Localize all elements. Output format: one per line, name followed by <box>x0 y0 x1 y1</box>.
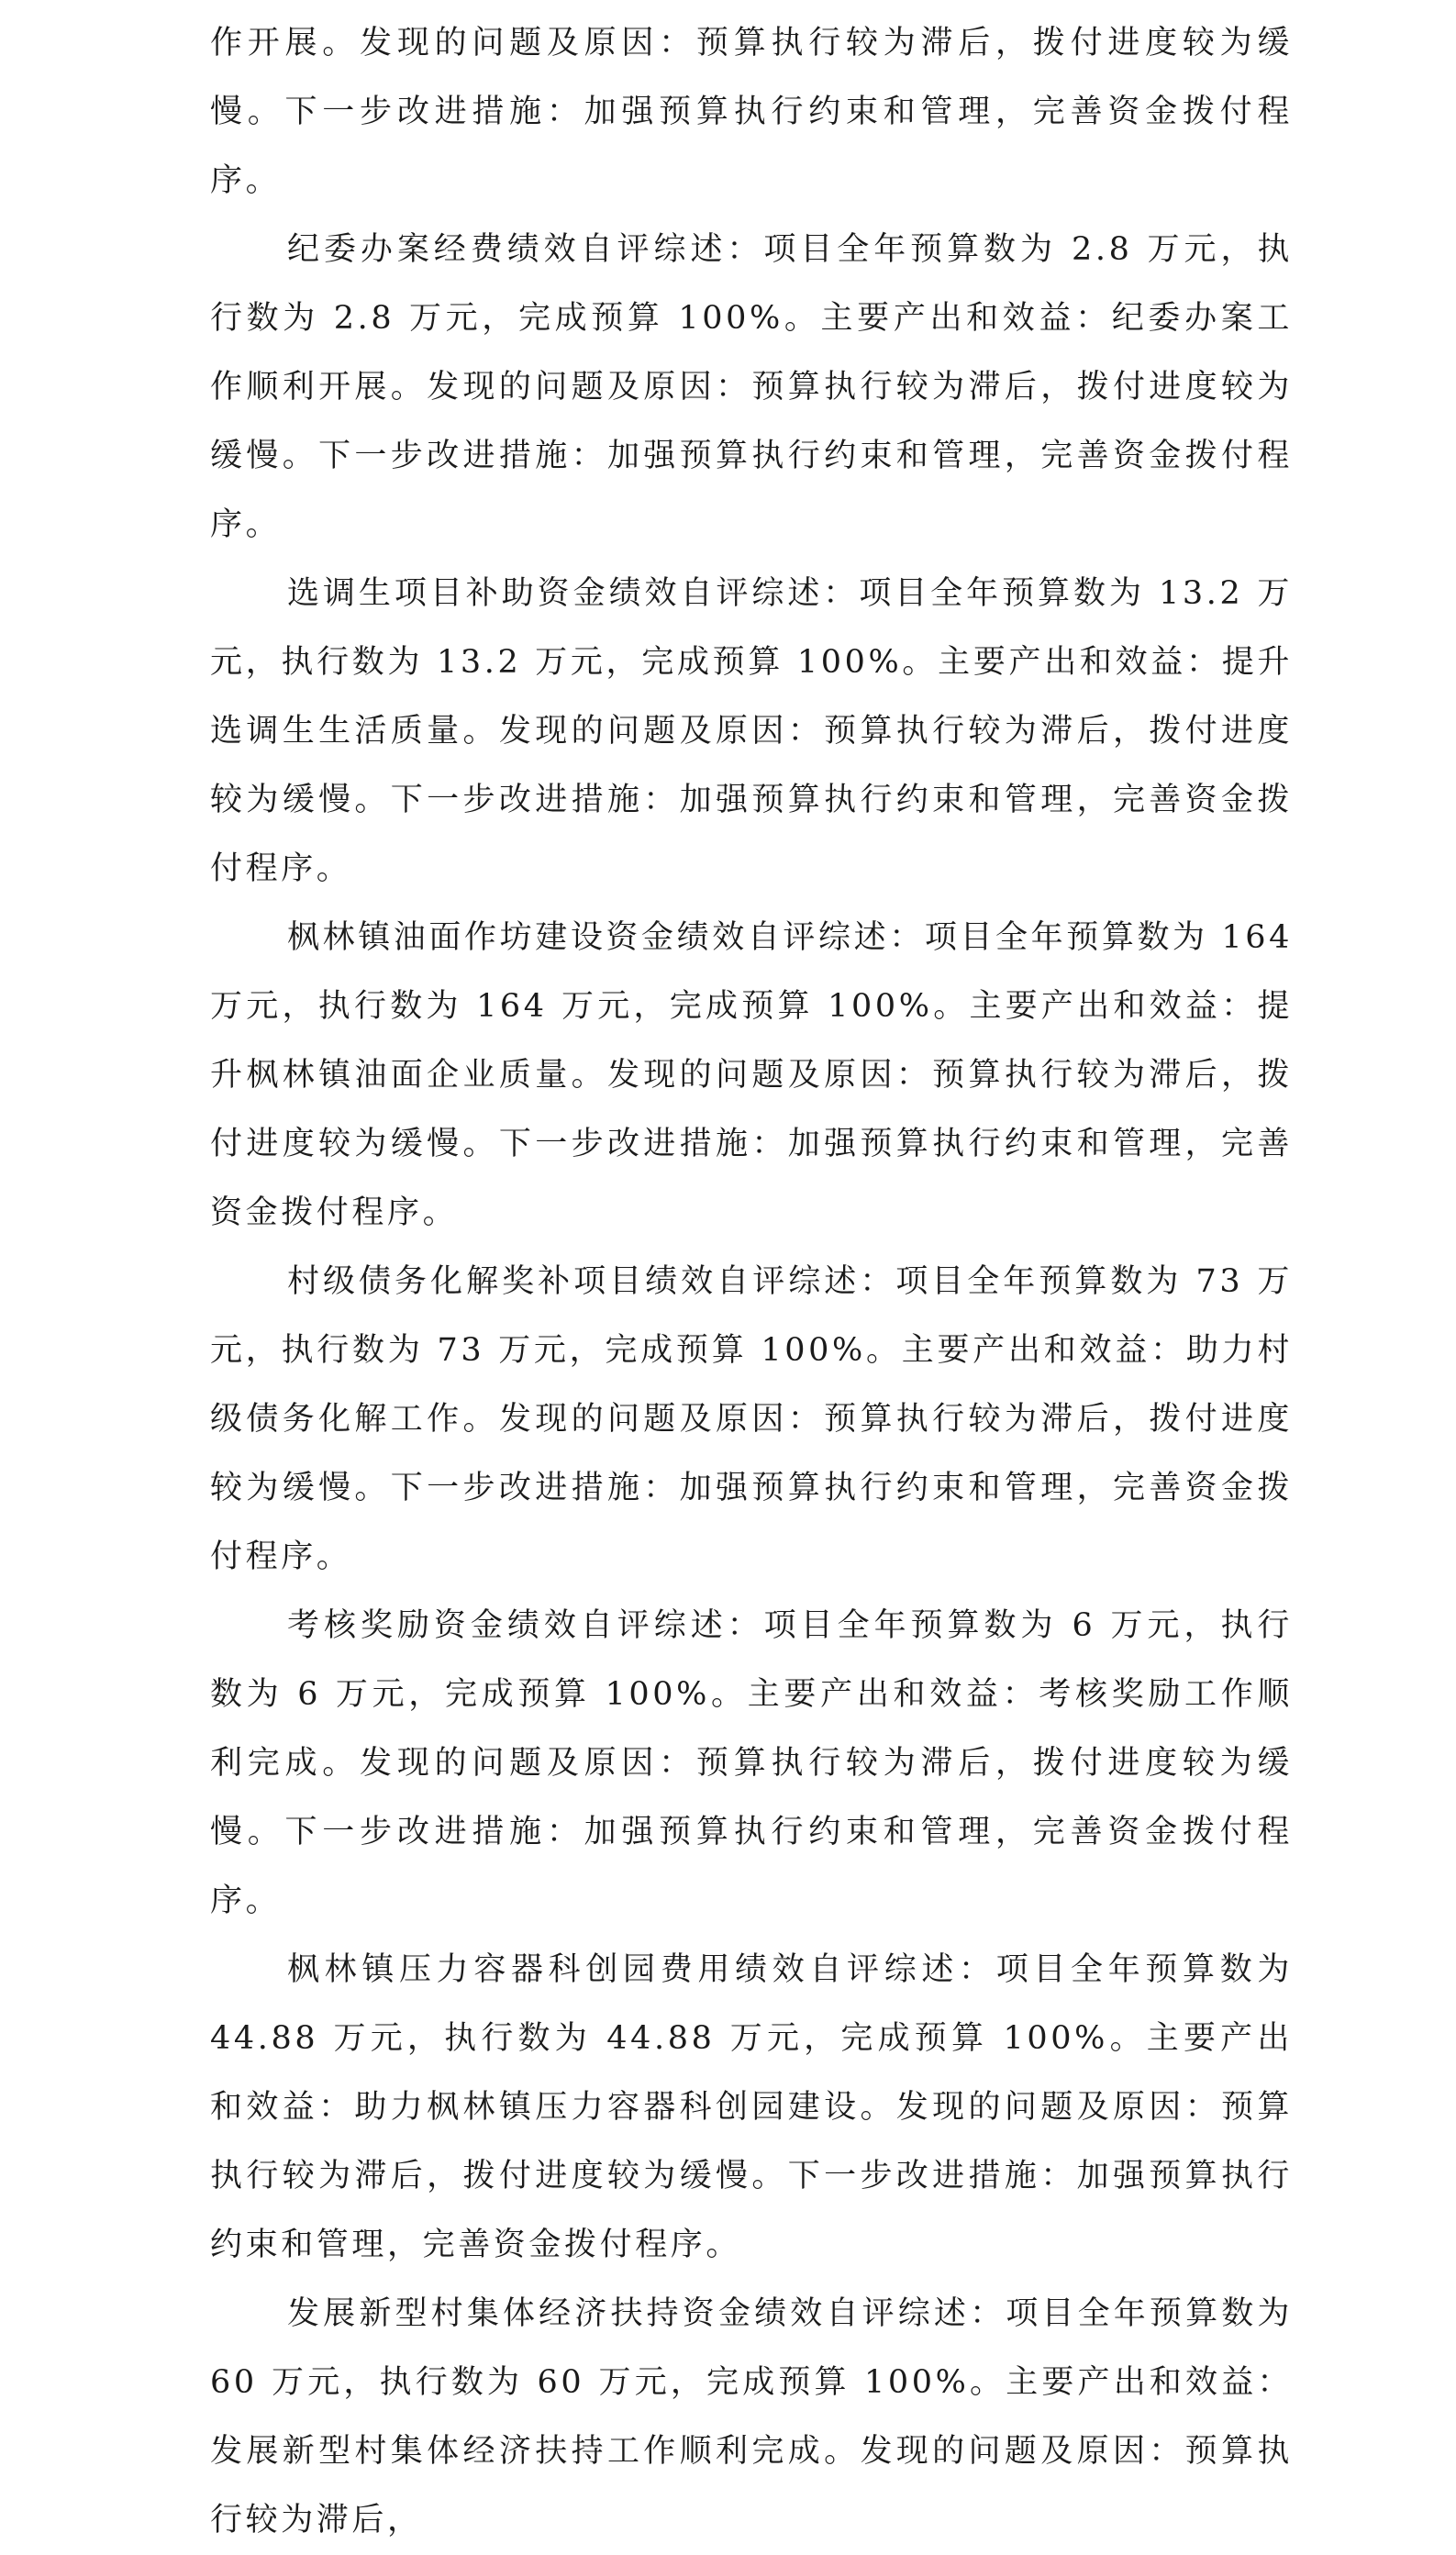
paragraph-noodle-workshop-funds: 枫林镇油面作坊建设资金绩效自评综述：项目全年预算数为 164 万元，执行数为 164 万元，完成预算 100%。主要产出和效益：提升枫林镇油面企业质量。发现的问题及原因：预算执行较为滞后，拨付进度较为缓慢。下一步改进措施：加强预算执行约束和管理，完善资金拨付程序。 <box>210 919 1293 1231</box>
paragraph-continued: 作开展。发现的问题及原因：预算执行较为滞后，拨付进度较为缓慢。下一步改进措施：加强预算执行约束和管理，完善资金拨付程序。 <box>210 25 1293 199</box>
paragraph-selected-graduates-subsidy: 选调生项目补助资金绩效自评综述：项目全年预算数为 13.2 万元，执行数为 13.2 万元，完成预算 100%。主要产出和效益：提升选调生生活质量。发现的问题及原因：预算执行较为滞后，拨付进度较为缓慢。下一步改进措施：加强预算执行约束和管理，完善资金拨付程序。 <box>210 575 1293 887</box>
paragraph-village-debt-resolution: 村级债务化解奖补项目绩效自评综述：项目全年预算数为 73 万元，执行数为 73 万元，完成预算 100%。主要产出和效益：助力村级债务化解工作。发现的问题及原因：预算执行较为滞后，拨付进度较为缓慢。下一步改进措施：加强预算执行约束和管理，完善资金拨付程序。 <box>210 1263 1293 1575</box>
paragraph-pressure-vessel-park: 枫林镇压力容器科创园费用绩效自评综述：项目全年预算数为 44.88 万元，执行数为 44.88 万元，完成预算 100%。主要产出和效益：助力枫林镇压力容器科创园建设。发现的问题及原因：预算执行较为滞后，拨付进度较为缓慢。下一步改进措施：加强预算执行约束和管理，完善资金拨付程序。 <box>210 1951 1293 2263</box>
document-page <box>210 9 1293 2538</box>
paragraph-village-collective-economy: 发展新型村集体经济扶持资金绩效自评综述：项目全年预算数为 60 万元，执行数为 60 万元，完成预算 100%。主要产出和效益：发展新型村集体经济扶持工作顺利完成。发现的问题及原因：预算执行较为滞后， <box>210 2295 1293 2538</box>
paragraph-assessment-reward-funds: 考核奖励资金绩效自评综述：项目全年预算数为 6 万元，执行数为 6 万元，完成预算 100%。主要产出和效益：考核奖励工作顺利完成。发现的问题及原因：预算执行较为滞后，拨付进度较为缓慢。下一步改进措施：加强预算执行约束和管理，完善资金拨付程序。 <box>210 1607 1293 1919</box>
paragraph-discipline-case-funds: 纪委办案经费绩效自评综述：项目全年预算数为 2.8 万元，执行数为 2.8 万元，完成预算 100%。主要产出和效益：纪委办案工作顺利开展。发现的问题及原因：预算执行较为滞后，拨付进度较为缓慢。下一步改进措施：加强预算执行约束和管理，完善资金拨付程序。 <box>210 231 1293 543</box>
